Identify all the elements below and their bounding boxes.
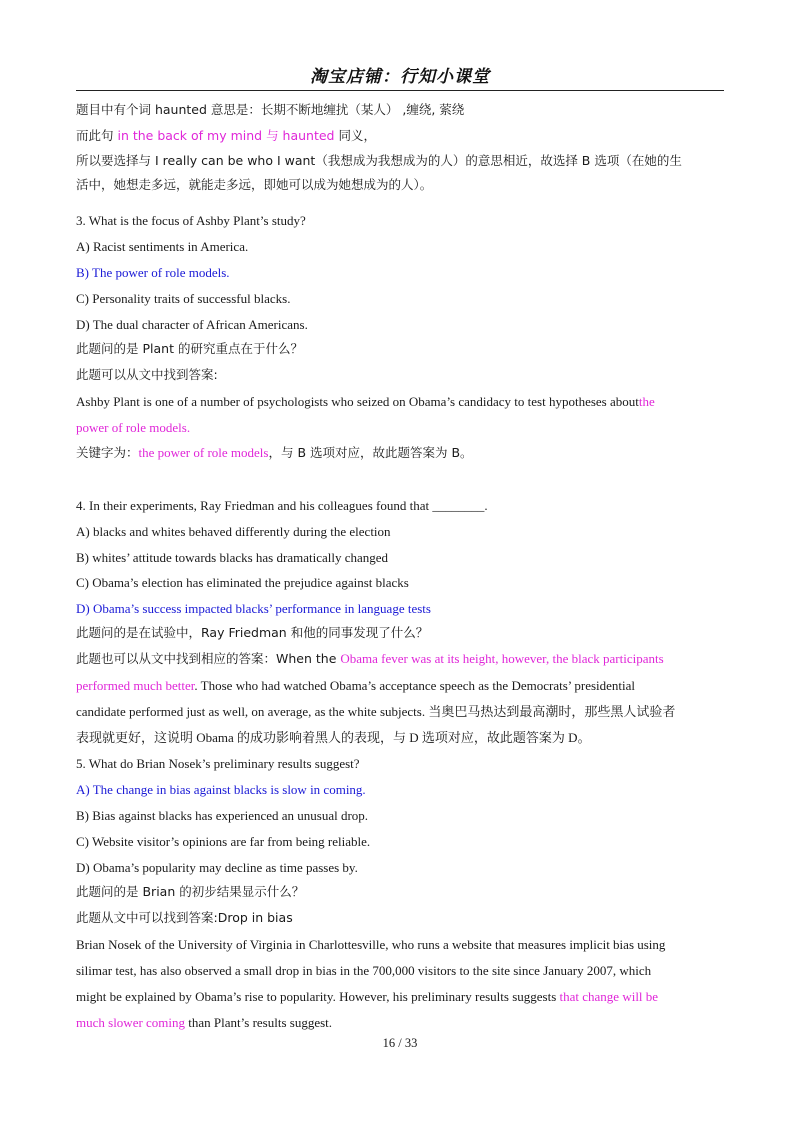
q5-explanation-1: 此题问的是 Brian 的初步结果显示什么？ — [76, 884, 305, 899]
q5-option-b: B) Bias against blacks has experienced an unusual drop. — [76, 808, 369, 823]
q3-question: 3. What is the focus of Ashby Plant’s study? — [76, 213, 306, 228]
q5-explanation-4: silimar test, has also observed a small drop in bias in the 700,000 visitors to the site since January 2007, which — [76, 963, 652, 978]
q3-option-b-answer: B) The power of role models. — [76, 265, 230, 280]
q5-explanation-6: much slower coming than Plant’s results suggest. — [76, 1015, 333, 1030]
q5-option-c: C) Website visitor’s opinions are far from being reliable. — [76, 834, 371, 849]
q4-explanation-2: 此题也可以从文中找到相应的答案：When the Obama fever was at its height, however, the black participants — [76, 651, 664, 666]
q3-explanation-4: power of role models. — [76, 420, 191, 435]
highlight-phrase: much slower coming — [76, 1015, 186, 1030]
intro-line-3: 所以要选择与 I really can be who I want（我想成为我想成为的人）的意思相近，故选择 B 选项（在她的生 — [76, 153, 682, 168]
q4-explanation-1: 此题问的是在试验中，Ray Friedman 和他的同事发现了什么？ — [76, 625, 429, 640]
q4-option-a: A) blacks and whites behaved differently during the election — [76, 524, 391, 539]
q4-option-d-answer: D) Obama’s success impacted blacks’ performance in language tests — [76, 601, 431, 616]
highlight-phrase: performed much better — [76, 678, 195, 693]
q3-explanation-5: 关键字为：the power of role models，与 B 选项对应，故此题答案为 B。 — [76, 445, 473, 460]
q4-explanation-3: performed much better. Those who had watched Obama’s acceptance speech as the Democrats’ presidential — [76, 678, 636, 693]
q3-option-a: A) Racist sentiments in America. — [76, 239, 249, 254]
page-number: 16 / 33 — [382, 1036, 418, 1050]
highlight-phrase: the — [638, 394, 655, 409]
intro-line-4: 活中，她想走多远，就能走多远，即她可以成为她想成为的人）。 — [76, 177, 433, 192]
q5-option-a-answer: A) The change in bias against blacks is slow in coming. — [76, 782, 366, 797]
q4-question: 4. In their experiments, Ray Friedman and his colleagues found that ________. — [76, 498, 488, 513]
q4-explanation-5: 表现就更好，这说明 Obama 的成功影响着黑人的表现，与 D 选项对应，故此题答案为 D。 — [76, 730, 591, 745]
highlight-phrase: in the back of my mind 与 haunted — [117, 128, 335, 143]
q5-explanation-5: might be explained by Obama’s rise to popularity. However, his preliminary results suggests that change will be — [76, 989, 659, 1004]
intro-line-1: 题目中有个词 haunted 意思是：长期不断地缠扰（某人） ,缠绕, 萦绕 — [76, 102, 465, 117]
q3-explanation-2: 此题可以从文中找到答案: — [76, 367, 218, 382]
page-header-title: 淘宝店铺：行知小课堂 — [310, 67, 490, 87]
intro-line-2: 而此句 in the back of my mind 与 haunted 同义， — [76, 128, 376, 143]
q4-explanation-4: candidate performed just as well, on average, as the white subjects. 当奥巴马热达到最高潮时，那些黑人试验者 — [76, 704, 676, 719]
q3-explanation-3: Ashby Plant is one of a number of psychologists who seized on Obama’s candidacy to test hypotheses aboutthe — [76, 394, 655, 409]
highlight-phrase: that change will be — [559, 989, 659, 1004]
header-rule — [76, 90, 724, 91]
q4-option-c: C) Obama’s election has eliminated the prejudice against blacks — [76, 575, 409, 590]
q3-option-d: D) The dual character of African Americans. — [76, 317, 308, 332]
q5-explanation-2: 此题从文中可以找到答案:Drop in bias — [76, 910, 293, 925]
q3-explanation-1: 此题问的是 Plant 的研究重点在于什么？ — [76, 341, 303, 356]
highlight-phrase: Obama fever was at its height, however, the black participants — [340, 651, 664, 666]
q3-option-c: C) Personality traits of successful blacks. — [76, 291, 291, 306]
q5-explanation-3: Brian Nosek of the University of Virginia in Charlottesville, who runs a website that measures implicit bias using — [76, 937, 666, 952]
q4-option-b: B) whites’ attitude towards blacks has dramatically changed — [76, 550, 389, 565]
q5-question: 5. What do Brian Nosek’s preliminary results suggest? — [76, 756, 360, 771]
q5-option-d: D) Obama’s popularity may decline as time passes by. — [76, 860, 358, 875]
highlight-phrase: the power of role models — [138, 445, 269, 460]
